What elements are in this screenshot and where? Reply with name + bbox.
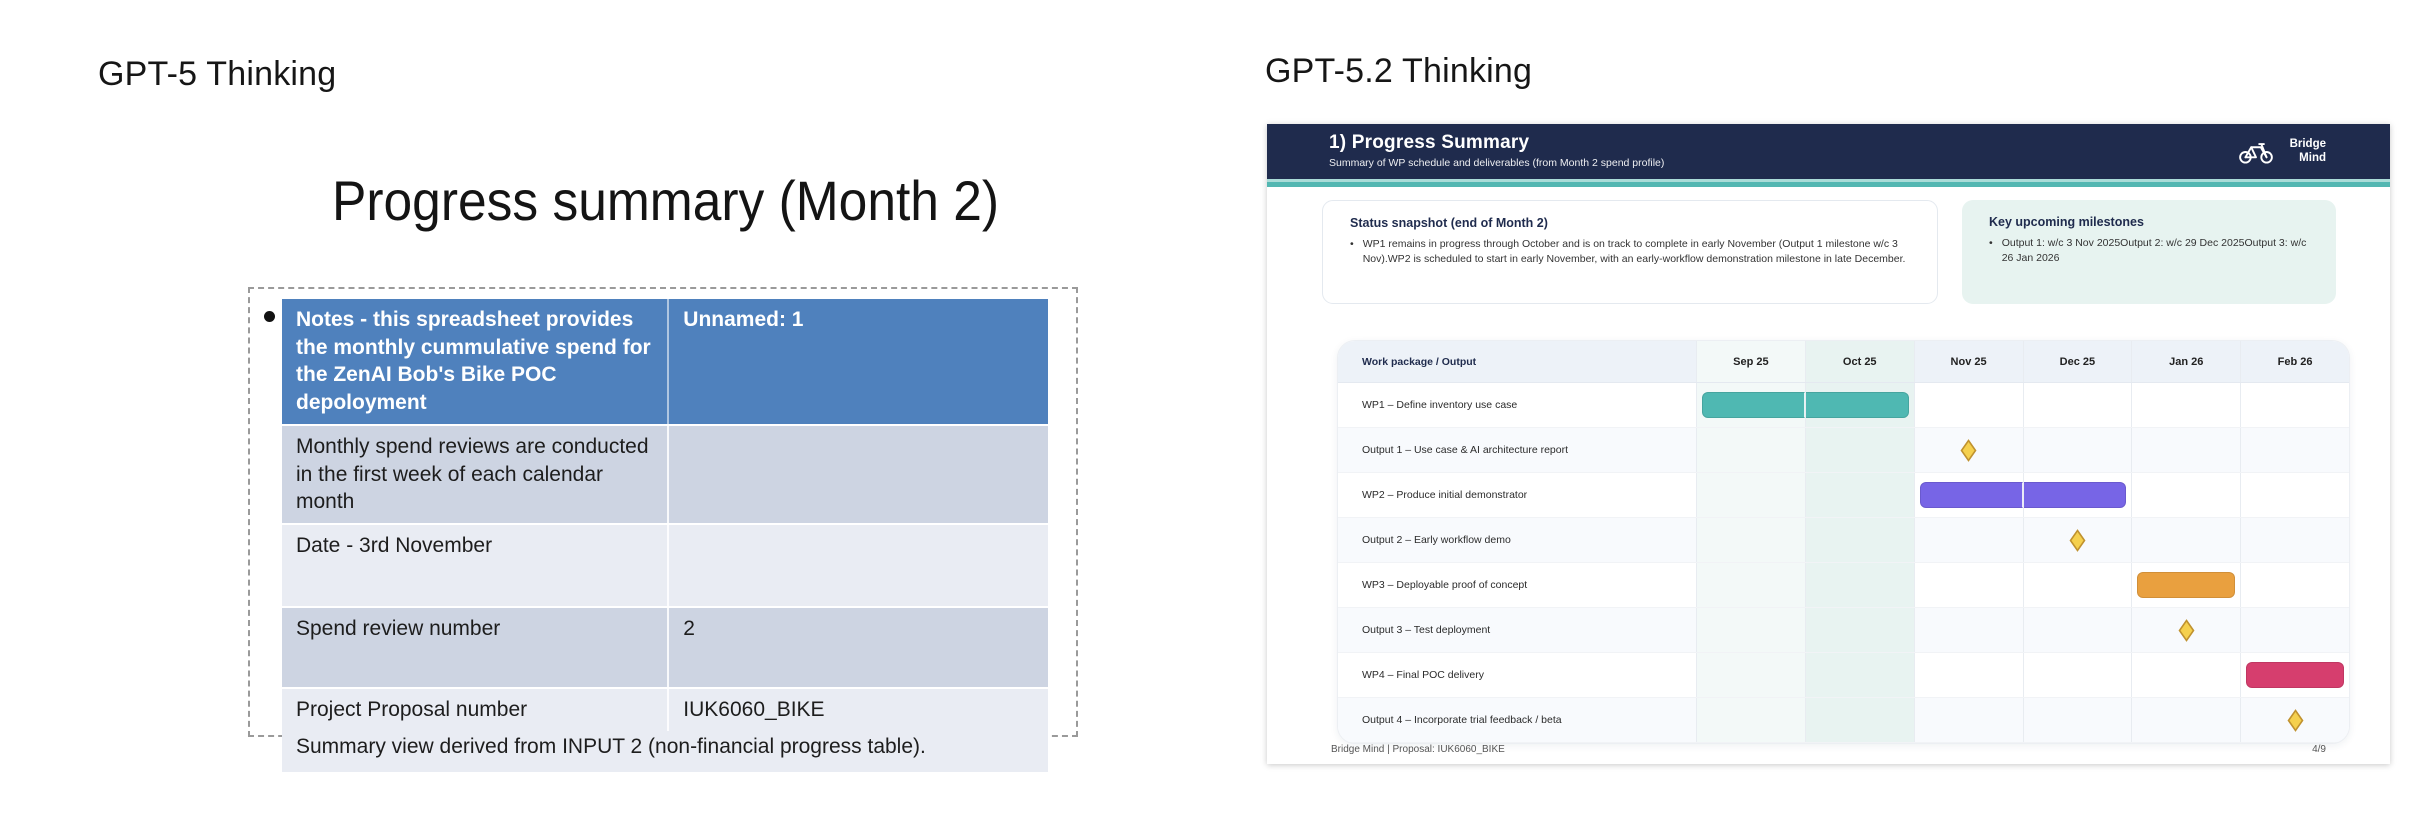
- gantt-cell: [2023, 518, 2132, 562]
- table-cell: Monthly spend reviews are conducted in the first week of each calendar month: [296, 434, 649, 514]
- table-cell: Date - 3rd November: [296, 534, 493, 558]
- gantt-month-header: Sep 25: [1696, 341, 1805, 382]
- gantt-column-header: Work package / Output: [1362, 355, 1477, 368]
- table-header-cell: Notes - this spreadsheet provides the monthly cummulative spend for the ZenAI Bob's Bike POC depoloyment: [296, 308, 651, 415]
- gantt-cell: [2240, 698, 2349, 742]
- gantt-row: [1338, 563, 2349, 608]
- gantt-chart: [1337, 340, 2350, 744]
- key-milestones-box: [1962, 200, 2336, 304]
- gantt-cell: [1914, 653, 2023, 697]
- gantt-cell: [1805, 653, 1914, 697]
- gantt-month-header: Jan 26: [2131, 341, 2240, 382]
- table-row: [282, 523, 1048, 606]
- bullet-icon: •: [1350, 238, 1354, 250]
- gantt-cell: [1914, 698, 2023, 742]
- footer-proposal-text: Bridge Mind | Proposal: IUK6060_BIKE: [1331, 744, 1505, 755]
- gantt-cell: [1914, 518, 2023, 562]
- gantt-cell: [1914, 608, 2023, 652]
- gantt-cell: [1696, 653, 1805, 697]
- gantt-row: [1338, 383, 2349, 428]
- spend-notes-table: [282, 299, 1048, 772]
- gantt-cell: [1696, 698, 1805, 742]
- slide-header-title: 1) Progress Summary: [1329, 132, 1530, 153]
- gantt-cell: [2240, 428, 2349, 472]
- table-row: [282, 687, 1048, 772]
- table-selection-box: [248, 287, 1078, 758]
- gantt-cell: [2023, 698, 2132, 742]
- gantt-cell: [1696, 518, 1805, 562]
- gantt-cell: [1805, 563, 1914, 607]
- gantt-row-label: WP3 – Deployable proof of concept: [1362, 579, 1528, 591]
- gantt-cell: [2131, 563, 2240, 607]
- gantt-bar: [2024, 482, 2127, 508]
- gantt-cell: [1696, 608, 1805, 652]
- status-snapshot-box: [1322, 200, 1938, 304]
- milestone-diamond-icon: [2287, 709, 2304, 732]
- table-header-cell: Unnamed: 1: [667, 299, 1048, 424]
- milestone-diamond-icon: [2178, 619, 2195, 642]
- status-snapshot-title: Status snapshot (end of Month 2): [1350, 216, 1548, 230]
- table-cell: [667, 525, 1048, 606]
- gantt-cell: [2240, 383, 2349, 427]
- bullet-marker: [264, 311, 275, 322]
- footer-page-number: 4/9: [2312, 744, 2326, 755]
- gantt-cell: [1696, 563, 1805, 607]
- gantt-cell: [2240, 608, 2349, 652]
- gantt-cell: [1805, 428, 1914, 472]
- gantt-row-label: WP4 – Final POC delivery: [1362, 669, 1484, 681]
- gantt-row-label: Output 3 – Test deployment: [1338, 608, 1696, 652]
- gantt-cell: [1914, 428, 2023, 472]
- milestone-diamond-icon: [2069, 529, 2086, 552]
- model-label-right: GPT-5.2 Thinking: [1265, 52, 1533, 90]
- gantt-cell: [1914, 563, 2023, 607]
- gantt-month-header: Feb 26: [2240, 341, 2349, 382]
- gantt-cell: [2023, 383, 2132, 427]
- gantt-cell: [2131, 473, 2240, 517]
- gantt-cell: [1914, 383, 2023, 427]
- bullet-icon: •: [1989, 237, 1993, 249]
- accent-strip-dark: [1267, 182, 2390, 187]
- gantt-cell: [2240, 653, 2349, 697]
- gantt-row: [1338, 608, 2349, 653]
- brand-logo-text: Bridge Mind: [2289, 137, 2326, 164]
- gantt-cell: [1805, 518, 1914, 562]
- table-cell: IUK6060_BIKE: [667, 689, 1048, 731]
- table-cell: Project Proposal number: [296, 698, 528, 722]
- table-header-row: [282, 299, 1048, 424]
- gantt-cell: [1805, 383, 1914, 427]
- gantt-cell: [2240, 473, 2349, 517]
- gantt-bar: [2246, 662, 2344, 688]
- status-snapshot-text: WP1 remains in progress through October and is on track to complete in early November (Output 1 milestone w/c 3 Nov).WP2 is scheduled to start in early November, with an early-workflow demonstration milestone in late December.: [1362, 238, 1906, 266]
- milestone-diamond-icon: [1960, 439, 1977, 462]
- key-milestones-title: Key upcoming milestones: [1989, 215, 2144, 229]
- slide-footer: [1331, 744, 2326, 755]
- gantt-cell: [1805, 608, 1914, 652]
- gantt-cell: [2023, 473, 2132, 517]
- gantt-bar: [2137, 572, 2235, 598]
- gantt-row-label: Output 2 – Early workflow demo: [1338, 518, 1696, 562]
- gantt-cell: [1696, 383, 1805, 427]
- gantt-header-row: [1338, 341, 2349, 383]
- brand-logo: [2238, 124, 2326, 179]
- gantt-cell: [2240, 518, 2349, 562]
- gantt-bar: [1920, 482, 2023, 508]
- gantt-row: [1338, 473, 2349, 518]
- gantt-cell: [1805, 698, 1914, 742]
- gantt-cell: [1696, 428, 1805, 472]
- gantt-cell: [1914, 473, 2023, 517]
- gantt-month-header: Dec 25: [2023, 341, 2132, 382]
- slide-header-band: [1267, 124, 2390, 179]
- gantt-cell: [2023, 563, 2132, 607]
- slide-header-subtitle: Summary of WP schedule and deliverables (from Month 2 spend profile): [1329, 157, 1665, 169]
- gantt-cell: [2240, 563, 2349, 607]
- model-label-left: GPT-5 Thinking: [98, 55, 337, 93]
- gantt-cell: [2131, 383, 2240, 427]
- gantt-bar: [1702, 392, 1805, 418]
- table-row: [282, 606, 1048, 687]
- gantt-row: [1338, 518, 2349, 563]
- gantt-cell: [1696, 473, 1805, 517]
- gantt-row: [1338, 698, 2349, 743]
- gantt-row: [1338, 428, 2349, 473]
- table-row: [282, 424, 1048, 523]
- table-cell: Spend review number: [296, 617, 501, 641]
- gantt-cell: [2023, 653, 2132, 697]
- gantt-cell: [2131, 428, 2240, 472]
- key-milestones-text: Output 1: w/c 3 Nov 2025Output 2: w/c 29 Dec 2025Output 3: w/c 26 Jan 2026: [2001, 237, 2307, 265]
- gantt-month-header: Oct 25: [1805, 341, 1914, 382]
- table-footnote: Summary view derived from INPUT 2 (non-financial progress table).: [296, 734, 926, 758]
- gantt-row-label: WP1 – Define inventory use case: [1362, 399, 1518, 411]
- table-cell: [667, 426, 1048, 523]
- gantt-cell: [2023, 428, 2132, 472]
- gantt-row-label: Output 1 – Use case & AI architecture report: [1338, 428, 1696, 472]
- gantt-cell: [2023, 608, 2132, 652]
- gantt-row: [1338, 653, 2349, 698]
- gantt-month-header: Nov 25: [1914, 341, 2023, 382]
- table-cell: 2: [667, 608, 1048, 687]
- gantt-cell: [2131, 518, 2240, 562]
- gantt-cell: [2131, 653, 2240, 697]
- gantt-bar: [1806, 392, 1909, 418]
- gantt-cell: [1805, 473, 1914, 517]
- gantt-row-label: WP2 – Produce initial demonstrator: [1362, 489, 1528, 501]
- slide-title: Progress summary (Month 2): [332, 169, 1000, 232]
- gantt-cell: [2131, 608, 2240, 652]
- gantt-cell: [2131, 698, 2240, 742]
- slide-card: [1267, 124, 2390, 764]
- bicycle-icon: [2238, 139, 2274, 165]
- gantt-row-label: Output 4 – Incorporate trial feedback / beta: [1338, 698, 1696, 742]
